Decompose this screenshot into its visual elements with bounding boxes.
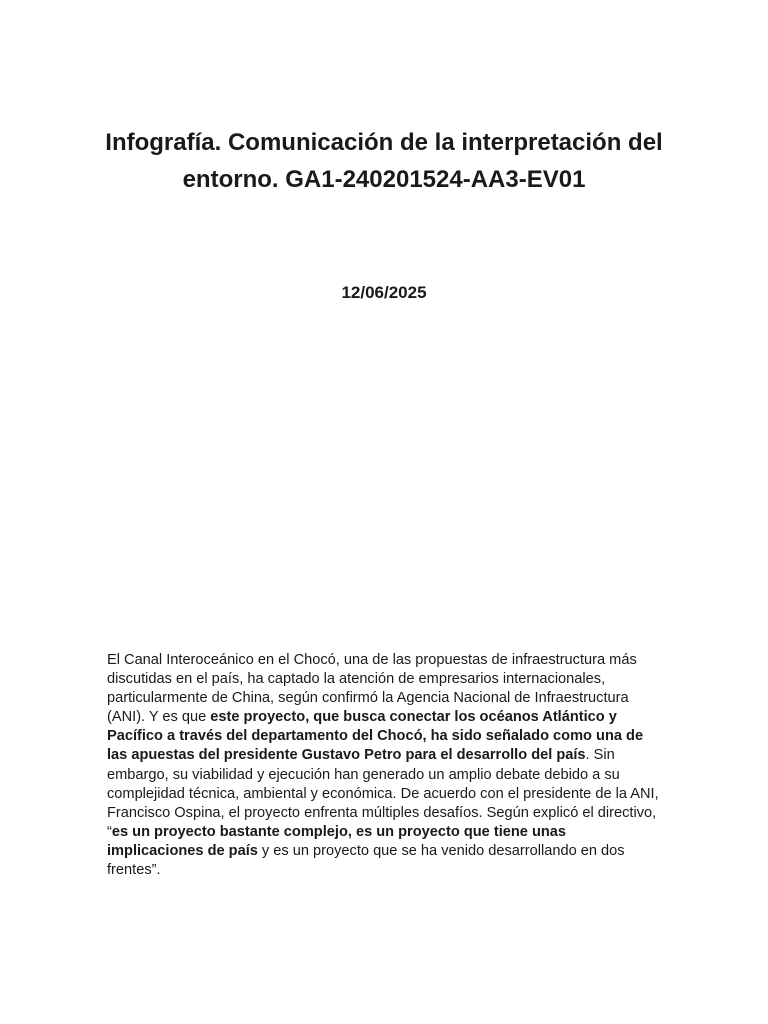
paragraph-text-2: . Sin embargo, su viabilidad y ejecución han generado un amplio debate debido a su complejidad técnica, ambiental y económica. De acuerdo con el presidente de la ANI, Francisco Ospina, el proyecto enfrenta múltiples desafíos. Según explicó el directivo, “ (107, 747, 659, 840)
body-paragraph (107, 651, 663, 880)
paragraph-bold-2: es un proyecto bastante complejo, es un proyecto que tiene unas implicaciones de país (107, 823, 567, 859)
document-title: Infografía. Comunicación de la interpretación del entorno. GA1-240201524-AA3-EV01 (105, 129, 663, 193)
paragraph-text-1: El Canal Interoceánico en el Chocó, una de las propuestas de infraestructura más discutidas en el país, ha captado la atención de empresarios internacionales, particularmente de China, según confirmó la Agencia Nacional de Infraestructura (ANI). Y es que (107, 652, 637, 726)
paragraph-bold-1: este proyecto, que busca conectar los océanos Atlántico y Pacífico a través del departamento del Chocó, ha sido señalado como una de las apuestas del presidente Gustavo Petro para el desarrollo del país (107, 709, 644, 764)
paragraph-text-3: y es un proyecto que se ha venido desarrollando en dos frentes”. (107, 842, 625, 879)
document-date: 12/06/2025 (341, 283, 427, 302)
